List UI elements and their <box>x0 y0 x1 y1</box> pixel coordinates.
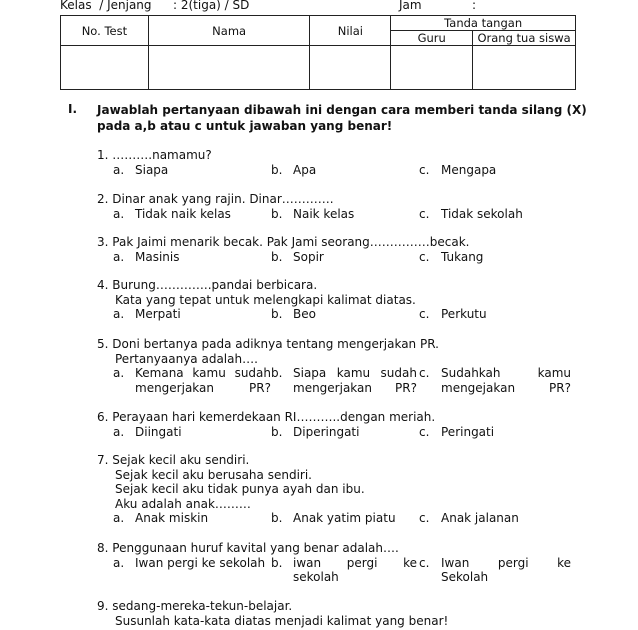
question-stem-line: Sejak kecil aku berusaha sendiri. <box>115 467 312 482</box>
option-b[interactable]: b. Siapa kamu sudah mengerjakan PR? <box>271 366 417 395</box>
question-1 <box>97 148 577 178</box>
section-number: I. <box>68 102 78 116</box>
question-stem: 1. ……….namamu? <box>97 148 212 162</box>
question-2 <box>97 192 577 222</box>
option-c[interactable]: c. Tidak sekolah <box>419 206 523 221</box>
cell-nilai[interactable] <box>310 46 391 90</box>
question-stem: 6. Perayaan hari kemerdekaan RI………..dengan meriah. <box>97 410 436 424</box>
cell-nama[interactable] <box>148 46 310 90</box>
question-stem-line: Aku adalah anak……… <box>115 496 251 511</box>
option-c[interactable]: c. Perkutu <box>419 307 487 321</box>
jam-colon: : <box>472 0 477 12</box>
cell-no-test[interactable] <box>61 46 149 90</box>
option-b[interactable]: b. iwan pergi ke sekolah <box>271 555 417 584</box>
question-stem: 3. Pak Jaimi menarik becak. Pak Jami seorang……………becak. <box>97 235 470 249</box>
question-stem-line: Susunlah kata-kata diatas menjadi kalimat yang benar! <box>115 613 449 628</box>
option-c[interactable]: c. Tukang <box>419 249 484 264</box>
option-a[interactable]: a. Merpati <box>113 307 181 321</box>
option-c[interactable]: c. Peringati <box>419 424 495 439</box>
section-instruction: Jawablah pertanyaan dibawah ini dengan cara memberi tanda silang (X) pada a,b atau c untuk jawaban yang benar! <box>97 103 587 133</box>
cell-orang-tua[interactable] <box>473 46 576 90</box>
jam-label: Jam <box>399 0 422 12</box>
option-a[interactable]: a. Siapa <box>113 162 169 177</box>
question-7 <box>97 453 577 526</box>
option-b[interactable]: b. Sopir <box>271 249 324 264</box>
option-c[interactable]: c. Anak jalanan <box>419 511 519 525</box>
option-b[interactable]: b. Diperingati <box>271 424 360 439</box>
option-b[interactable]: b. Anak yatim piatu <box>271 511 396 525</box>
cell-guru[interactable] <box>391 46 473 90</box>
kelas-label: Kelas / Jenjang <box>60 0 152 12</box>
kelas-value: : 2(tiga) / SD <box>173 0 250 12</box>
option-a[interactable]: a. Iwan pergi ke sekolah <box>113 555 266 570</box>
option-a[interactable]: a. Masinis <box>113 249 180 264</box>
question-9 <box>97 599 577 628</box>
col-nilai: Nilai <box>310 16 391 46</box>
col-orang-tua: Orang tua siswa <box>473 31 576 46</box>
option-a[interactable]: a. Kemana kamu sudah mengerjakan PR? <box>113 366 271 395</box>
col-nama: Nama <box>148 16 310 46</box>
question-3 <box>97 235 577 265</box>
option-c[interactable]: c. Iwan pergi ke Sekolah <box>419 555 571 584</box>
question-stem: 4. Burung…………..pandai berbicara. <box>97 278 318 292</box>
option-b[interactable]: b. Naik kelas <box>271 206 355 221</box>
question-6 <box>97 410 577 440</box>
col-guru: Guru <box>391 31 473 46</box>
option-a[interactable]: a. Anak miskin <box>113 511 209 525</box>
col-no-test: No. Test <box>61 16 149 46</box>
question-stem: 7. Sejak kecil aku sendiri. <box>97 453 250 467</box>
question-stem: 2. Dinar anak yang rajin. Dinar…………. <box>97 192 334 206</box>
question-5 <box>97 337 577 396</box>
question-8 <box>97 541 577 586</box>
question-4 <box>97 278 577 322</box>
question-stem: 8. Penggunaan huruf kavital yang benar adalah…. <box>97 541 399 555</box>
question-stem: 9. sedang-mereka-tekun-belajar. <box>97 599 293 613</box>
option-b[interactable]: b. Apa <box>271 162 317 177</box>
option-c[interactable]: c. Mengapa <box>419 162 497 177</box>
question-stem: 5. Doni bertanya pada adiknya tentang mengerjakan PR. <box>97 337 439 351</box>
option-c[interactable]: c. Sudahkah kamu mengejakan PR? <box>419 366 571 395</box>
option-a[interactable]: a. Tidak naik kelas <box>113 206 231 221</box>
question-stem-line: Kata yang tepat untuk melengkapi kalimat diatas. <box>115 292 416 307</box>
question-stem-line: Pertanyaanya adalah…. <box>115 351 258 366</box>
question-stem-line: Sejak kecil aku tidak punya ayah dan ibu. <box>115 482 365 496</box>
identity-table <box>60 15 576 90</box>
option-a[interactable]: a. Diingati <box>113 424 182 439</box>
col-tanda-tangan: Tanda tangan <box>391 16 576 31</box>
option-b[interactable]: b. Beo <box>271 307 316 321</box>
